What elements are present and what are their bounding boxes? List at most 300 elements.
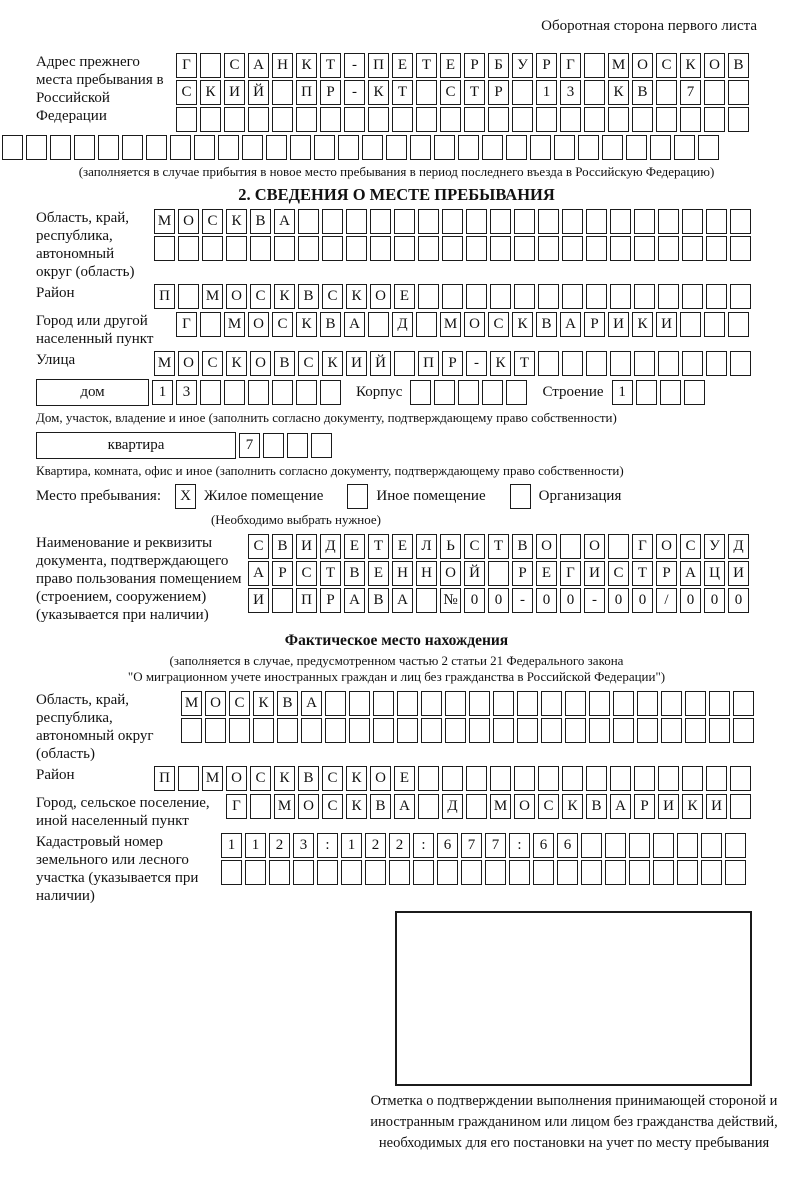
char-cell[interactable]: А [392, 588, 413, 613]
char-cell[interactable] [293, 860, 314, 885]
char-cell[interactable]: О [464, 312, 485, 337]
char-cell[interactable]: 0 [560, 588, 581, 613]
char-cell[interactable]: К [680, 53, 701, 78]
char-cell[interactable] [416, 588, 437, 613]
char-cell[interactable] [637, 691, 658, 716]
char-cell[interactable] [245, 860, 266, 885]
char-cell[interactable] [287, 433, 308, 458]
char-cell[interactable]: 3 [293, 833, 314, 858]
char-cell[interactable]: К [322, 351, 343, 376]
char-cell[interactable] [730, 236, 751, 261]
char-cell[interactable]: Г [560, 53, 581, 78]
char-cell[interactable] [272, 380, 293, 405]
char-cell[interactable] [397, 691, 418, 716]
char-cell[interactable]: Е [394, 284, 415, 309]
char-cell[interactable] [562, 351, 583, 376]
char-cell[interactable]: М [224, 312, 245, 337]
char-cell[interactable] [389, 860, 410, 885]
char-cell[interactable] [421, 691, 442, 716]
char-cell[interactable] [701, 860, 722, 885]
char-cell[interactable] [636, 380, 657, 405]
char-cell[interactable]: 7 [680, 80, 701, 105]
char-cell[interactable] [610, 209, 631, 234]
char-cell[interactable]: С [272, 312, 293, 337]
char-cell[interactable] [178, 284, 199, 309]
char-cell[interactable] [656, 107, 677, 132]
house-type-box[interactable]: дом [36, 379, 149, 406]
char-cell[interactable] [482, 380, 503, 405]
char-cell[interactable]: С [224, 53, 245, 78]
char-cell[interactable]: М [202, 284, 223, 309]
char-cell[interactable] [517, 718, 538, 743]
char-cell[interactable] [272, 107, 293, 132]
char-cell[interactable] [146, 135, 167, 160]
char-cell[interactable]: С [250, 766, 271, 791]
char-cell[interactable] [658, 284, 679, 309]
char-cell[interactable] [706, 236, 727, 261]
char-cell[interactable] [290, 135, 311, 160]
char-cell[interactable]: Р [656, 561, 677, 586]
char-cell[interactable] [325, 718, 346, 743]
char-cell[interactable] [653, 833, 674, 858]
char-cell[interactable] [274, 236, 295, 261]
char-cell[interactable]: 0 [464, 588, 485, 613]
char-cell[interactable] [205, 718, 226, 743]
char-cell[interactable]: Г [560, 561, 581, 586]
char-cell[interactable] [320, 107, 341, 132]
checkbox-other-premises[interactable] [347, 484, 368, 509]
char-cell[interactable] [349, 718, 370, 743]
char-cell[interactable]: 3 [560, 80, 581, 105]
char-cell[interactable]: К [296, 53, 317, 78]
char-cell[interactable] [370, 209, 391, 234]
char-cell[interactable]: : [317, 833, 338, 858]
char-cell[interactable] [706, 766, 727, 791]
char-cell[interactable] [488, 561, 509, 586]
char-cell[interactable]: К [346, 284, 367, 309]
char-cell[interactable] [684, 380, 705, 405]
char-cell[interactable]: П [154, 766, 175, 791]
char-cell[interactable]: М [154, 209, 175, 234]
char-cell[interactable]: Г [176, 53, 197, 78]
char-cell[interactable] [26, 135, 47, 160]
char-cell[interactable] [706, 209, 727, 234]
char-cell[interactable]: С [680, 534, 701, 559]
char-cell[interactable]: 0 [488, 588, 509, 613]
char-cell[interactable]: Р [584, 312, 605, 337]
char-cell[interactable] [200, 312, 221, 337]
char-cell[interactable] [634, 209, 655, 234]
char-cell[interactable] [466, 766, 487, 791]
char-cell[interactable]: Й [370, 351, 391, 376]
char-cell[interactable] [272, 80, 293, 105]
char-cell[interactable]: А [301, 691, 322, 716]
char-cell[interactable]: И [706, 794, 727, 819]
char-cell[interactable] [584, 80, 605, 105]
char-cell[interactable]: С [296, 561, 317, 586]
char-cell[interactable]: А [248, 53, 269, 78]
char-cell[interactable] [698, 135, 719, 160]
char-cell[interactable] [509, 860, 530, 885]
char-cell[interactable] [517, 691, 538, 716]
char-cell[interactable] [170, 135, 191, 160]
char-cell[interactable] [466, 794, 487, 819]
char-cell[interactable]: - [584, 588, 605, 613]
char-cell[interactable] [629, 860, 650, 885]
char-cell[interactable] [530, 135, 551, 160]
char-cell[interactable] [562, 236, 583, 261]
char-cell[interactable] [242, 135, 263, 160]
char-cell[interactable]: К [200, 80, 221, 105]
char-cell[interactable] [368, 312, 389, 337]
char-cell[interactable] [200, 53, 221, 78]
char-cell[interactable]: И [296, 534, 317, 559]
char-cell[interactable]: Д [392, 312, 413, 337]
char-cell[interactable] [440, 107, 461, 132]
char-cell[interactable]: О [440, 561, 461, 586]
char-cell[interactable] [730, 351, 751, 376]
char-cell[interactable] [338, 135, 359, 160]
char-cell[interactable]: И [346, 351, 367, 376]
char-cell[interactable] [442, 284, 463, 309]
char-cell[interactable]: С [464, 534, 485, 559]
char-cell[interactable] [658, 236, 679, 261]
char-cell[interactable] [410, 135, 431, 160]
char-cell[interactable] [610, 236, 631, 261]
char-cell[interactable]: К [226, 209, 247, 234]
char-cell[interactable]: В [298, 766, 319, 791]
char-cell[interactable]: Д [320, 534, 341, 559]
char-cell[interactable] [634, 351, 655, 376]
char-cell[interactable] [413, 860, 434, 885]
char-cell[interactable] [466, 284, 487, 309]
char-cell[interactable] [202, 236, 223, 261]
char-cell[interactable] [266, 135, 287, 160]
char-cell[interactable]: И [608, 312, 629, 337]
char-cell[interactable]: Н [272, 53, 293, 78]
char-cell[interactable]: 0 [704, 588, 725, 613]
char-cell[interactable]: У [512, 53, 533, 78]
char-cell[interactable] [728, 80, 749, 105]
char-cell[interactable]: К [296, 312, 317, 337]
char-cell[interactable] [493, 718, 514, 743]
char-cell[interactable]: Т [368, 534, 389, 559]
char-cell[interactable] [538, 236, 559, 261]
char-cell[interactable] [442, 209, 463, 234]
char-cell[interactable] [709, 718, 730, 743]
char-cell[interactable]: : [413, 833, 434, 858]
char-cell[interactable]: 0 [728, 588, 749, 613]
char-cell[interactable]: П [154, 284, 175, 309]
char-cell[interactable] [493, 691, 514, 716]
char-cell[interactable] [512, 80, 533, 105]
char-cell[interactable] [464, 107, 485, 132]
char-cell[interactable] [730, 284, 751, 309]
char-cell[interactable] [418, 236, 439, 261]
char-cell[interactable] [589, 718, 610, 743]
char-cell[interactable] [658, 209, 679, 234]
char-cell[interactable] [272, 588, 293, 613]
char-cell[interactable] [658, 351, 679, 376]
char-cell[interactable]: Р [512, 561, 533, 586]
char-cell[interactable]: М [181, 691, 202, 716]
char-cell[interactable] [533, 860, 554, 885]
char-cell[interactable] [250, 236, 271, 261]
char-cell[interactable] [514, 236, 535, 261]
char-cell[interactable] [538, 351, 559, 376]
char-cell[interactable]: Г [176, 312, 197, 337]
char-cell[interactable] [277, 718, 298, 743]
char-cell[interactable]: О [704, 53, 725, 78]
char-cell[interactable]: С [538, 794, 559, 819]
char-cell[interactable]: В [512, 534, 533, 559]
char-cell[interactable] [154, 236, 175, 261]
char-cell[interactable]: - [466, 351, 487, 376]
char-cell[interactable] [733, 718, 754, 743]
char-cell[interactable] [458, 380, 479, 405]
char-cell[interactable] [490, 766, 511, 791]
char-cell[interactable] [584, 107, 605, 132]
char-cell[interactable] [514, 766, 535, 791]
char-cell[interactable]: И [728, 561, 749, 586]
char-cell[interactable] [445, 691, 466, 716]
char-cell[interactable] [218, 135, 239, 160]
char-cell[interactable] [674, 135, 695, 160]
char-cell[interactable] [416, 107, 437, 132]
char-cell[interactable]: Т [464, 80, 485, 105]
char-cell[interactable]: О [584, 534, 605, 559]
char-cell[interactable] [506, 380, 527, 405]
char-cell[interactable] [418, 766, 439, 791]
char-cell[interactable]: Л [416, 534, 437, 559]
char-cell[interactable] [538, 284, 559, 309]
char-cell[interactable] [248, 107, 269, 132]
char-cell[interactable] [725, 860, 746, 885]
char-cell[interactable]: О [178, 351, 199, 376]
char-cell[interactable]: О [248, 312, 269, 337]
char-cell[interactable] [541, 718, 562, 743]
char-cell[interactable] [541, 691, 562, 716]
char-cell[interactable] [485, 860, 506, 885]
char-cell[interactable]: К [346, 766, 367, 791]
char-cell[interactable]: К [682, 794, 703, 819]
char-cell[interactable] [490, 236, 511, 261]
char-cell[interactable] [661, 718, 682, 743]
char-cell[interactable] [514, 284, 535, 309]
char-cell[interactable] [410, 380, 431, 405]
char-cell[interactable]: Р [320, 588, 341, 613]
char-cell[interactable]: В [272, 534, 293, 559]
char-cell[interactable] [248, 380, 269, 405]
char-cell[interactable] [680, 107, 701, 132]
char-cell[interactable]: 1 [341, 833, 362, 858]
char-cell[interactable]: С [298, 351, 319, 376]
char-cell[interactable]: Т [416, 53, 437, 78]
char-cell[interactable]: № [440, 588, 461, 613]
char-cell[interactable] [730, 766, 751, 791]
char-cell[interactable]: А [274, 209, 295, 234]
char-cell[interactable] [538, 766, 559, 791]
char-cell[interactable] [394, 236, 415, 261]
char-cell[interactable] [536, 107, 557, 132]
char-cell[interactable]: С [202, 209, 223, 234]
char-cell[interactable]: М [202, 766, 223, 791]
char-cell[interactable] [386, 135, 407, 160]
char-cell[interactable] [322, 236, 343, 261]
char-cell[interactable] [733, 691, 754, 716]
char-cell[interactable]: 2 [365, 833, 386, 858]
char-cell[interactable] [370, 236, 391, 261]
char-cell[interactable] [263, 433, 284, 458]
char-cell[interactable] [656, 80, 677, 105]
char-cell[interactable] [578, 135, 599, 160]
char-cell[interactable] [605, 833, 626, 858]
char-cell[interactable]: Е [392, 53, 413, 78]
char-cell[interactable]: М [490, 794, 511, 819]
char-cell[interactable] [373, 691, 394, 716]
char-cell[interactable]: О [536, 534, 557, 559]
char-cell[interactable] [437, 860, 458, 885]
char-cell[interactable] [728, 107, 749, 132]
char-cell[interactable]: И [658, 794, 679, 819]
char-cell[interactable] [224, 107, 245, 132]
char-cell[interactable] [562, 284, 583, 309]
char-cell[interactable] [194, 135, 215, 160]
char-cell[interactable] [730, 794, 751, 819]
char-cell[interactable] [253, 718, 274, 743]
char-cell[interactable] [394, 209, 415, 234]
char-cell[interactable]: И [224, 80, 245, 105]
char-cell[interactable] [416, 80, 437, 105]
char-cell[interactable] [626, 135, 647, 160]
char-cell[interactable] [682, 766, 703, 791]
char-cell[interactable]: О [205, 691, 226, 716]
char-cell[interactable] [658, 766, 679, 791]
char-cell[interactable] [610, 351, 631, 376]
char-cell[interactable] [373, 718, 394, 743]
char-cell[interactable]: С [229, 691, 250, 716]
char-cell[interactable] [368, 107, 389, 132]
char-cell[interactable]: Т [392, 80, 413, 105]
char-cell[interactable] [506, 135, 527, 160]
char-cell[interactable] [584, 53, 605, 78]
char-cell[interactable]: Б [488, 53, 509, 78]
char-cell[interactable]: П [296, 80, 317, 105]
char-cell[interactable] [176, 107, 197, 132]
char-cell[interactable]: С [656, 53, 677, 78]
char-cell[interactable] [442, 766, 463, 791]
char-cell[interactable] [682, 209, 703, 234]
char-cell[interactable]: М [274, 794, 295, 819]
char-cell[interactable]: В [536, 312, 557, 337]
char-cell[interactable]: 6 [437, 833, 458, 858]
char-cell[interactable] [634, 236, 655, 261]
char-cell[interactable]: Е [536, 561, 557, 586]
char-cell[interactable] [200, 107, 221, 132]
char-cell[interactable]: И [584, 561, 605, 586]
char-cell[interactable] [482, 135, 503, 160]
char-cell[interactable]: Т [514, 351, 535, 376]
char-cell[interactable] [311, 433, 332, 458]
char-cell[interactable]: М [154, 351, 175, 376]
char-cell[interactable] [469, 691, 490, 716]
char-cell[interactable]: К [562, 794, 583, 819]
char-cell[interactable] [586, 766, 607, 791]
char-cell[interactable] [418, 209, 439, 234]
char-cell[interactable]: 7 [485, 833, 506, 858]
char-cell[interactable]: В [277, 691, 298, 716]
char-cell[interactable] [557, 860, 578, 885]
char-cell[interactable] [704, 80, 725, 105]
char-cell[interactable]: Н [416, 561, 437, 586]
char-cell[interactable] [224, 380, 245, 405]
char-cell[interactable]: / [656, 588, 677, 613]
char-cell[interactable]: В [728, 53, 749, 78]
char-cell[interactable]: Г [632, 534, 653, 559]
char-cell[interactable]: С [322, 284, 343, 309]
char-cell[interactable]: Т [632, 561, 653, 586]
char-cell[interactable] [560, 534, 581, 559]
char-cell[interactable] [613, 691, 634, 716]
char-cell[interactable] [490, 284, 511, 309]
char-cell[interactable]: Е [440, 53, 461, 78]
char-cell[interactable] [730, 209, 751, 234]
char-cell[interactable] [98, 135, 119, 160]
char-cell[interactable]: Н [392, 561, 413, 586]
char-cell[interactable]: Й [464, 561, 485, 586]
char-cell[interactable]: 6 [533, 833, 554, 858]
char-cell[interactable] [685, 718, 706, 743]
char-cell[interactable]: 0 [536, 588, 557, 613]
char-cell[interactable] [704, 107, 725, 132]
char-cell[interactable] [349, 691, 370, 716]
char-cell[interactable]: 1 [536, 80, 557, 105]
char-cell[interactable] [488, 107, 509, 132]
char-cell[interactable] [581, 833, 602, 858]
char-cell[interactable] [514, 209, 535, 234]
char-cell[interactable]: О [298, 794, 319, 819]
char-cell[interactable]: С [322, 794, 343, 819]
char-cell[interactable] [229, 718, 250, 743]
char-cell[interactable] [680, 312, 701, 337]
char-cell[interactable]: П [296, 588, 317, 613]
char-cell[interactable] [469, 718, 490, 743]
char-cell[interactable]: К [346, 794, 367, 819]
char-cell[interactable] [565, 718, 586, 743]
char-cell[interactable]: Е [394, 766, 415, 791]
char-cell[interactable]: С [608, 561, 629, 586]
char-cell[interactable]: С [488, 312, 509, 337]
char-cell[interactable]: С [250, 284, 271, 309]
char-cell[interactable] [2, 135, 23, 160]
char-cell[interactable] [701, 833, 722, 858]
char-cell[interactable]: : [509, 833, 530, 858]
char-cell[interactable] [269, 860, 290, 885]
char-cell[interactable] [634, 284, 655, 309]
char-cell[interactable] [466, 236, 487, 261]
char-cell[interactable] [178, 766, 199, 791]
char-cell[interactable]: К [632, 312, 653, 337]
char-cell[interactable] [581, 860, 602, 885]
char-cell[interactable]: О [656, 534, 677, 559]
char-cell[interactable] [629, 833, 650, 858]
char-cell[interactable]: А [680, 561, 701, 586]
char-cell[interactable] [682, 351, 703, 376]
char-cell[interactable]: В [298, 284, 319, 309]
char-cell[interactable]: 7 [239, 433, 260, 458]
char-cell[interactable] [434, 135, 455, 160]
char-cell[interactable] [421, 718, 442, 743]
